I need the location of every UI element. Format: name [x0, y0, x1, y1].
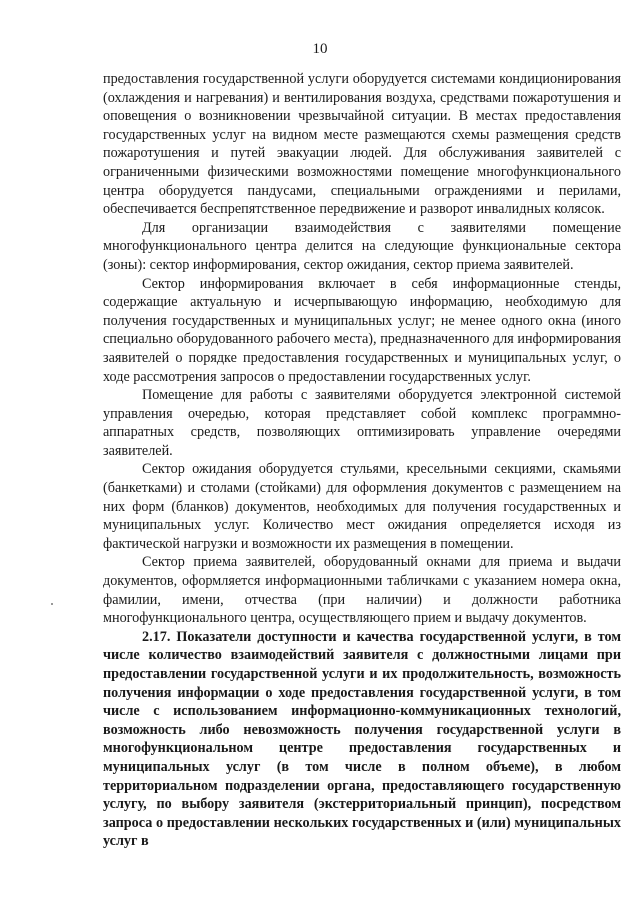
section-heading-2-17: 2.17. Показатели доступности и качества государственной услуги, в том числе количество взаимодействий заявителя с должностными лицами при предоставлении государственной услуги и их продолжительность, возможность получения информации о ходе предоставления государственной услуги, в том числе с использованием информационно-коммуникационных технологий, возможность либо невозможность получения государственной услуги в многофункциональном центре предоставления государственных и муниципальных услуг (в том числе в полном объеме), в любом территориальном подразделении органа, предоставляющего государственную услугу, по выбору заявителя (экстерриториальный принцип), посредством запроса о предоставлении нескольких государственных и (или) муниципальных услуг в — [103, 628, 621, 850]
paragraph-queue-system: Помещение для работы с заявителями оборудуется электронной системой управления очередью, которая представляет собой комплекс программно-аппаратных средств, позволяющих оптимизировать управление очередями заявителей. — [103, 387, 621, 459]
paragraph-info-sector: Сектор информирования включает в себя информационные стенды, содержащие актуальную и исчерпывающую информацию, необходимую для получения государственных и муниципальных услуг; не менее одного окна (иного специально оборудованного рабочего места), предназначенного для информирования заявителей о порядке предоставления государственных и муниципальных услуг, о ходе рассмотрения запросов о предоставлении государственных услуг. — [103, 275, 621, 385]
paragraph-waiting-sector: Сектор ожидания оборудуется стульями, кресельными секциями, скамьями (банкетками) и столами (стойками) для оформления документов с размещением на них форм (бланков) документов, необходимых для получения государственных и муниципальных услуг. Количество мест ожидания определяется исходя из фактической нагрузки и возможности их размещения в помещении. — [103, 461, 621, 552]
margin-mark — [51, 603, 53, 605]
paragraph-reception-sector: Сектор приема заявителей, оборудованный окнами для приема и выдачи документов, оформляется информационными табличками с указанием номера окна, фамилии, имени, отчества (при наличии) и должности работника многофункционального центра, осуществляющего прием и выдачу документов. — [103, 554, 621, 627]
page-number: 10 — [312, 41, 328, 57]
paragraph-ventilation: предоставления государственной услуги оборудуется системами кондиционирования (охлаждения и нагревания) и вентилирования воздуха, средствами пожаротушения и оповещения о возникновении чрезвычайной ситуации. В местах предоставления государственных услуг на видном месте размещаются схемы размещения средств пожаротушения и путей эвакуации людей. Для обслуживания заявителей с ограниченными физическими возможностями помещение многофункционального центра оборудуется пандусами, специальными ограждениями и перилами, обеспечивается беспрепятственное передвижение и разворот инвалидных колясок. — [103, 71, 621, 218]
document-body — [103, 70, 621, 851]
paragraph-sectors: Для организации взаимодействия с заявителями помещение многофункционального центра делится на следующие функциональные сектора (зоны): сектор информирования, сектор ожидания, сектор приема заявителей. — [103, 219, 621, 273]
